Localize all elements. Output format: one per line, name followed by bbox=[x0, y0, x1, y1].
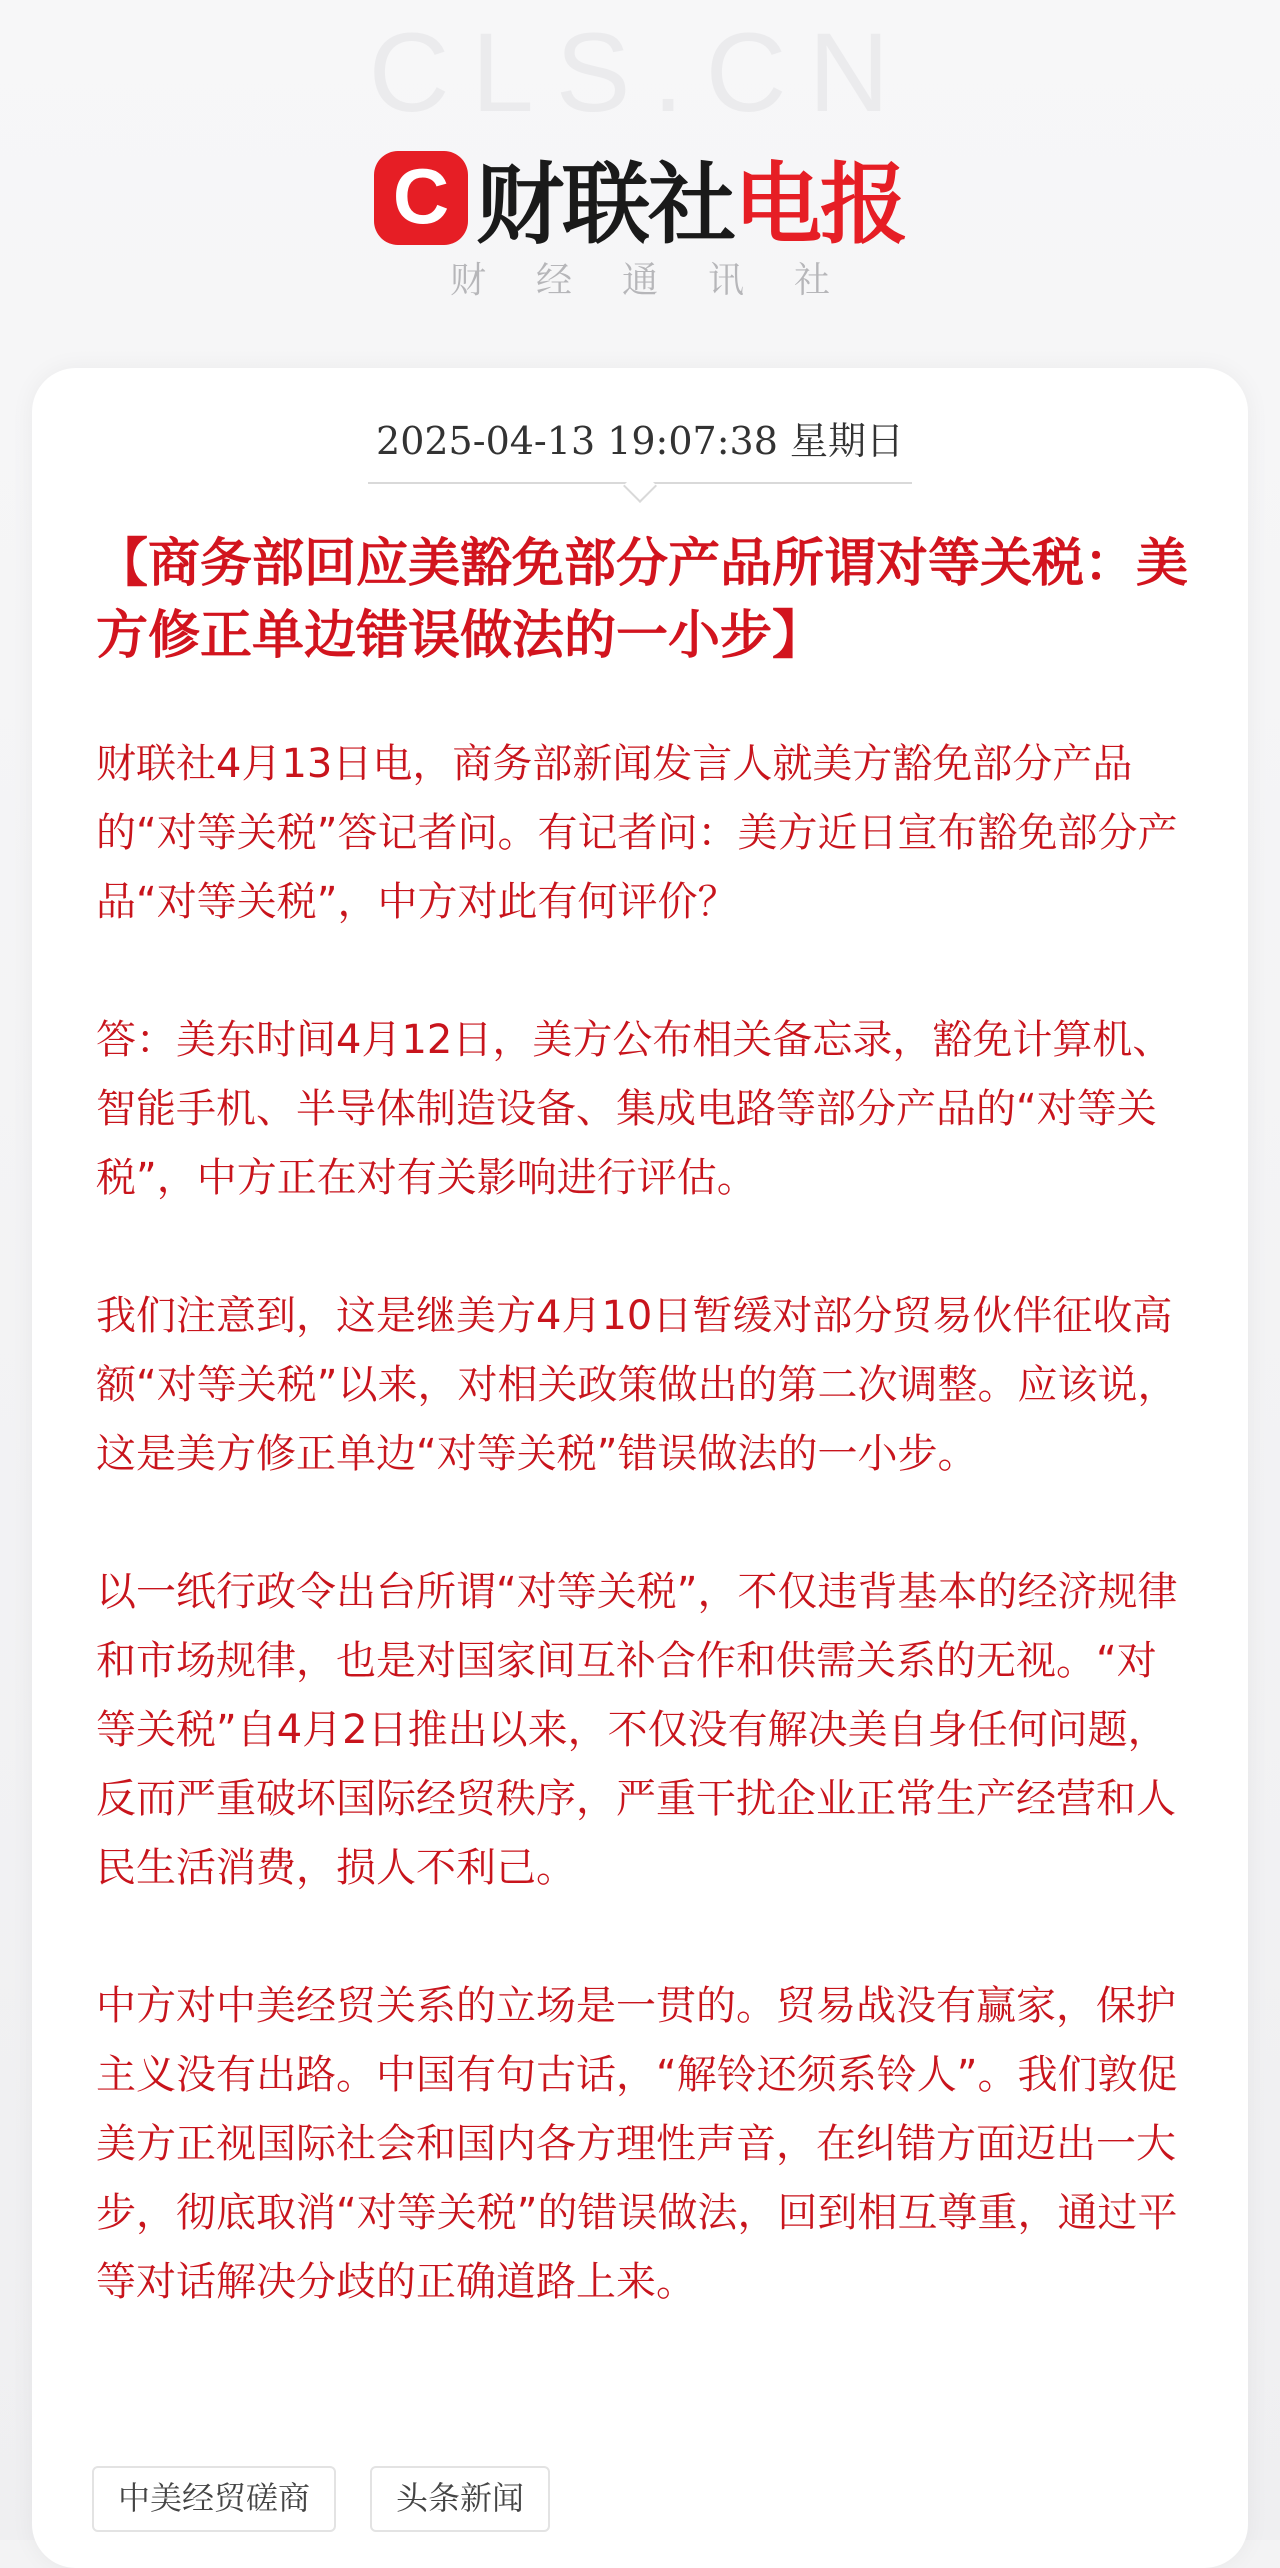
brand-subtitle: 财经通讯社 bbox=[449, 260, 880, 301]
paragraph: 我们注意到，这是继美方4月10日暂缓对部分贸易伙伴征收高额“对等关税”以来，对相关政策做出的第二次调整。应该说，这是美方修正单边“对等关税”错误做法的一小步。 bbox=[96, 1293, 1178, 1477]
cls-logo-icon bbox=[374, 151, 468, 245]
brand-header bbox=[0, 135, 1280, 261]
article-body bbox=[96, 730, 1186, 2386]
paragraph: 答：美东时间4月12日，美方公布相关备忘录，豁免计算机、智能手机、半导体制造设备、集成电路等部分产品的“对等关税”，中方正在对有关影响进行评估。 bbox=[96, 1017, 1173, 1201]
tag-headline-news[interactable]: 头条新闻 bbox=[370, 2466, 550, 2532]
logo-letter: C bbox=[392, 152, 450, 240]
brand-name: 财联社 bbox=[475, 153, 734, 256]
paragraph: 中方对中美经贸关系的立场是一贯的。贸易战没有赢家，保护主义没有出路。中国有句古话，“解铃还须系铃人”。我们敦促美方正视国际社会和国内各方理性声音，在纠错方面迈出一大步，彻底取消“对等关税”的错误做法，回到相互尊重，通过平等对话解决分歧的正确道路上来。 bbox=[96, 1983, 1178, 2305]
article-timestamp: 2025-04-13 19:07:38 星期日 bbox=[376, 419, 904, 463]
paragraph: 以一纸行政令出台所谓“对等关税”，不仅违背基本的经济规律和市场规律，也是对国家间互补合作和供需关系的无视。“对等关税”自4月2日推出以来，不仅没有解决美自身任何问题，反而严重破坏国际经贸秩序，严重干扰企业正常生产经营和人民生活消费，损人不利己。 bbox=[96, 1569, 1178, 1891]
paragraph: 财联社4月13日电，商务部新闻发言人就美方豁免部分产品的“对等关税”答记者问。有记者问：美方近日宣布豁免部分产品“对等关税”，中方对此有何评价？ bbox=[96, 741, 1178, 925]
brand-name-red: 电报 bbox=[734, 153, 907, 256]
article-headline: 【商务部回应美豁免部分产品所谓对等关税：美方修正单边错误做法的一小步】 bbox=[96, 533, 1189, 666]
tag-china-us-trade-talks[interactable]: 中美经贸磋商 bbox=[92, 2466, 336, 2532]
tag-list bbox=[92, 2466, 550, 2532]
watermark: CLS.CN bbox=[368, 10, 912, 135]
